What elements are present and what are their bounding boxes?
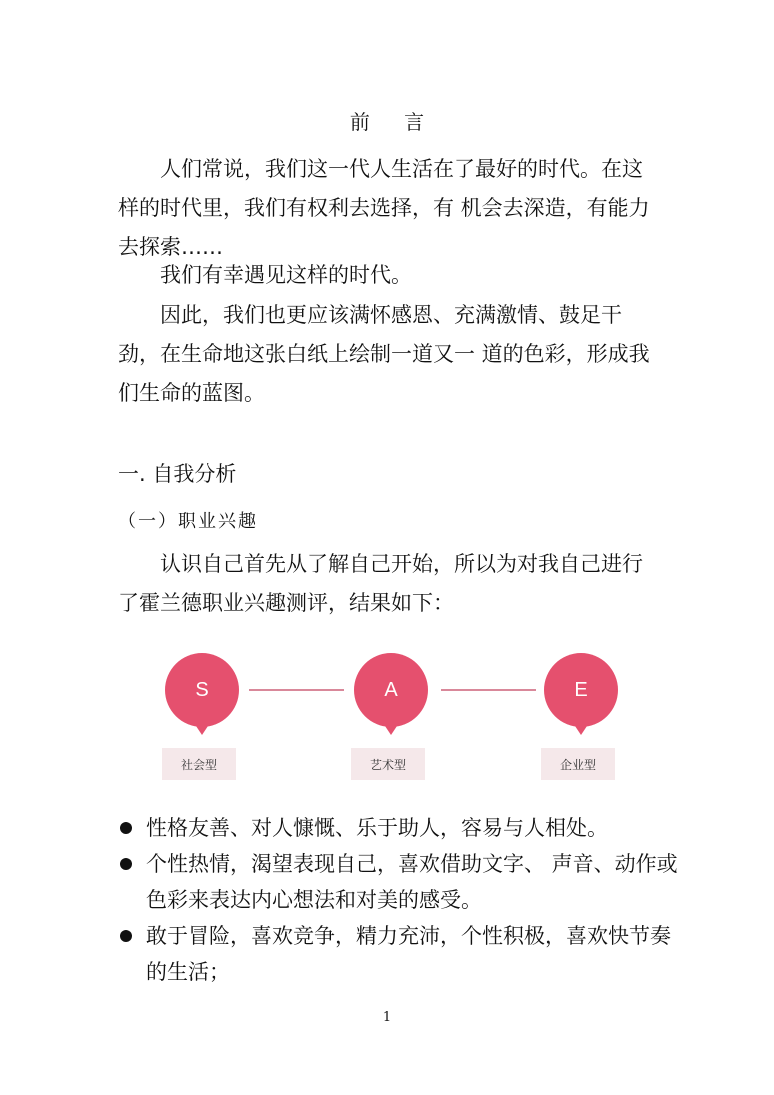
preface-paragraph-2-text: 我们有幸遇见这样的时代。 — [160, 263, 412, 287]
page-number: 1 — [382, 1010, 392, 1025]
holland-type-label: 艺术型 — [351, 748, 425, 780]
bullet-icon — [120, 930, 132, 942]
interest-intro-text: 认识自己首先从了解自己开始，所以为对我自己进行了霍兰德职业兴趣测评，结果如下： — [118, 552, 643, 615]
section-heading: 一. 自我分析 — [118, 462, 237, 486]
connector-line — [441, 689, 536, 691]
holland-node-a — [353, 653, 429, 772]
pointer-triangle-icon — [383, 723, 399, 735]
holland-circle: E — [544, 653, 618, 727]
preface-paragraph-1-text: 人们常说，我们这一代人生活在了最好的时代。在这样的时代里，我们有权利去选择，有 机会去深造，有能力去探索…… — [118, 157, 650, 259]
preface-paragraph-2 — [118, 256, 663, 295]
preface-paragraph-3 — [118, 296, 663, 413]
interest-intro-paragraph — [118, 545, 663, 623]
sub-heading: （一）职业兴趣 — [118, 511, 258, 532]
trait-text: 性格友善、对人慷慨、乐于助人，容易与人相处。 — [146, 816, 608, 840]
bullet-icon — [120, 858, 132, 870]
preface-paragraph-3-text: 因此，我们也更应该满怀感恩、充满激情、鼓足干劲，在生命地这张白纸上绘制一道又一 道的色彩，形成我们生命的蓝图。 — [118, 303, 650, 405]
holland-type-label: 社会型 — [162, 748, 236, 780]
trait-text: 敢于冒险，喜欢竞争，精力充沛，个性积极，喜欢快节奏的生活； — [146, 924, 671, 984]
holland-node-e — [543, 653, 619, 772]
holland-node-s — [164, 653, 240, 772]
list-item — [118, 810, 678, 846]
pointer-triangle-icon — [573, 723, 589, 735]
preface-paragraph-1 — [118, 150, 663, 267]
pointer-triangle-icon — [194, 723, 210, 735]
holland-circle: A — [354, 653, 428, 727]
trait-text: 个性热情，渴望表现自己，喜欢借助文字、 声音、动作或色彩来表达内心想法和对美的感受。 — [146, 852, 678, 912]
list-item — [118, 846, 678, 918]
holland-type-label: 企业型 — [541, 748, 615, 780]
list-item — [118, 918, 678, 990]
holland-circle: S — [165, 653, 239, 727]
connector-line — [249, 689, 344, 691]
bullet-icon — [120, 822, 132, 834]
traits-list — [118, 810, 678, 990]
holland-code-diagram — [160, 648, 630, 788]
page-title: 前 言 — [349, 110, 439, 134]
